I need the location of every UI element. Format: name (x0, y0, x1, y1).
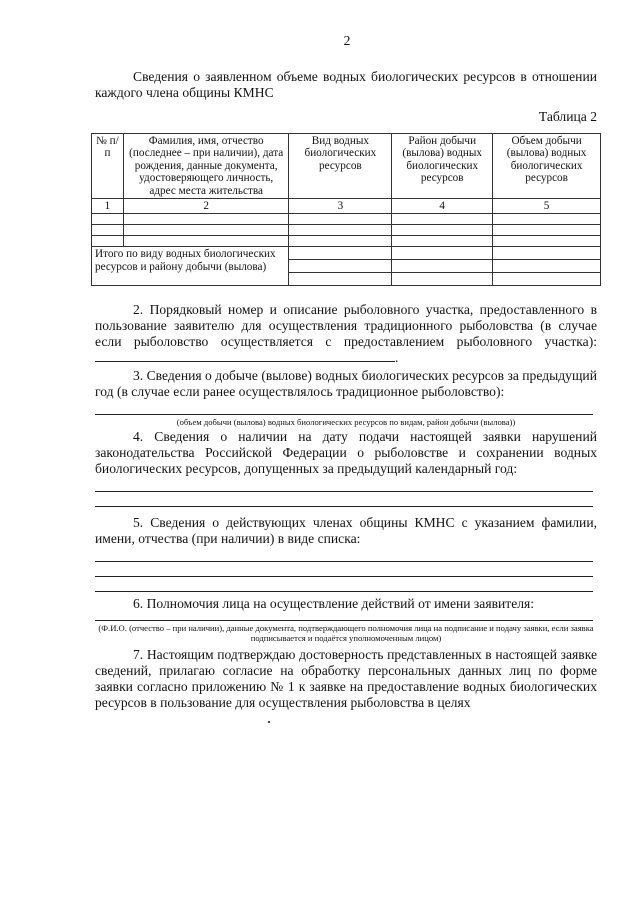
header-cell: Район добычи (вылова) водных биологических ресурсов (392, 134, 493, 199)
fill-line (95, 561, 593, 562)
header-cell: № п/п (92, 134, 124, 199)
total-label: Итого по виду водных биологических ресурсов и району добычи (вылова) (92, 247, 289, 286)
table-header-row (92, 134, 601, 199)
column-number: 3 (289, 199, 392, 214)
header-cell: Вид водных биологических ресурсов (289, 134, 392, 199)
section-7: 7. Настоящим подтверждаю достоверность представленных в настоящей заявке сведений, прилагаю согласие на обработку персональных данных лиц по форме заявки согласно приложению № 1 к заявке на предоставление водных биологических ресурсов в пользование для осуществления рыболовства в целях (95, 647, 597, 711)
fill-line (95, 620, 593, 621)
section-5: 5. Сведения о действующих членах общины КМНС с указанием фамилии, имени, отчества (при наличии) в виде списка: (95, 515, 597, 547)
total-row (92, 247, 601, 260)
section-3: 3. Сведения о добыче (вылове) водных биологических ресурсов за предыдущий год (в случае если ранее осуществлялось традиционное рыболовство): (95, 368, 597, 400)
section-3-caption: (объем добычи (вылова) водных биологических ресурсов по видам, район добычи (вылова)) (176, 417, 516, 428)
table-row (92, 225, 601, 236)
header-cell: Объем добычи (вылова) водных биологических ресурсов (493, 134, 601, 199)
fill-line (95, 361, 395, 362)
page-number: 2 (343, 33, 351, 48)
fill-line (95, 491, 593, 492)
table-row (92, 214, 601, 225)
column-number: 5 (493, 199, 601, 214)
members-table (91, 133, 601, 286)
column-number: 4 (392, 199, 493, 214)
table-row (92, 236, 601, 247)
header-cell: Фамилия, имя, отчество (последнее – при наличии), дата рождения, данные документа, удостоверяющего личность, адрес места жительства (123, 134, 289, 199)
section-4: 4. Сведения о наличии на дату подачи настоящей заявки нарушений законодательства Российской Федерации о рыболовстве и сохранении водных биологических ресурсов, допущенных за предыдущий календарный год: (95, 429, 597, 477)
column-number: 2 (123, 199, 289, 214)
fill-line (95, 414, 593, 415)
scan-speck (268, 721, 270, 723)
column-number: 1 (92, 199, 124, 214)
table-label: Таблица 2 (538, 109, 597, 124)
column-number-row (92, 199, 601, 214)
section-2-text: 2. Порядковый номер и описание рыболовного участка, предоставленного в пользование заявителю для осуществления традиционного рыболовства (в случае если рыболовство осуществляется с предоставлением рыболовного участка): (95, 302, 597, 350)
fill-line (95, 576, 593, 577)
section-title: Сведения о заявленном объеме водных биологических ресурсов в отношении каждого члена общины КМНС (95, 69, 597, 100)
section-2: 2. Порядковый номер и описание рыболовного участка, предоставленного в пользование заявителю для осуществления традиционного рыболовства (в случае если рыболовство осуществляется с предоставлением рыболовного участка): . (95, 302, 597, 366)
fill-line (95, 591, 593, 592)
section-6: 6. Полномочия лица на осуществление действий от имени заявителя: (133, 596, 535, 612)
section-6-caption: (Ф.И.О. (отчество – при наличии), данные документа, подтверждающего полномочия лица на подписание и подачу заявки, если заявка подписывается и подаётся уполномоченным лицом) (98, 623, 594, 644)
fill-line (95, 506, 593, 507)
